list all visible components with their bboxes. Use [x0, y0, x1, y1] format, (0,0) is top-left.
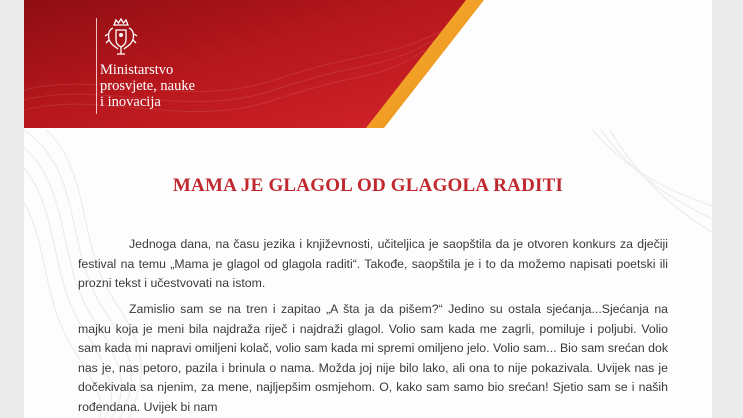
- paragraph-1: Jednoga dana, na času jezika i književnosti, učiteljica je saopštila da je otvoren konkurs za dječiji festival na temu „Mama je glagol od glagola raditi“. Takođe, saopštila je i to da možemo napisati poetski ili prozni tekst i učestvovati na istom.: [78, 237, 668, 290]
- paragraph-2: Zamislio sam se na tren i zapitao „A šta ja da pišem?“ Jedino su ostala sjećanja...Sjećanja na majku koja je meni bila najdraža riječ i najdraži glagol. Volio sam kada me zagrli, pomiluje i poljubi. Volio sam kada mi napravi omiljeni kolač, volio sam kada mi spremi omiljeno jelo. Volio sam... Bio sam srećan dok nas je, nas petoro, pazila i brinula o nama. Možda joj nije bilo lako, ali ona to nije pokazivala. Uvijek nas je dočekivala sa njenim, za mene, najljepšim osmjehom. O, kako sam samo bio srećan! Sjetio sam se i naših rođendana. Uvijek bi nam: [78, 302, 668, 414]
- header-divider-line: [96, 18, 97, 114]
- ministry-name: [100, 62, 195, 110]
- document-page: [24, 0, 712, 418]
- banner-red-block: [24, 0, 466, 128]
- coat-of-arms-icon: [104, 16, 138, 58]
- ministry-name-line-1: Ministarstvo: [100, 62, 174, 78]
- document-title: MAMA JE GLAGOL OD GLAGOLA RADITI: [172, 175, 564, 196]
- ministry-name-line-3: i inovacija: [100, 94, 161, 110]
- ministry-name-line-2: prosvjete, nauke: [100, 78, 196, 94]
